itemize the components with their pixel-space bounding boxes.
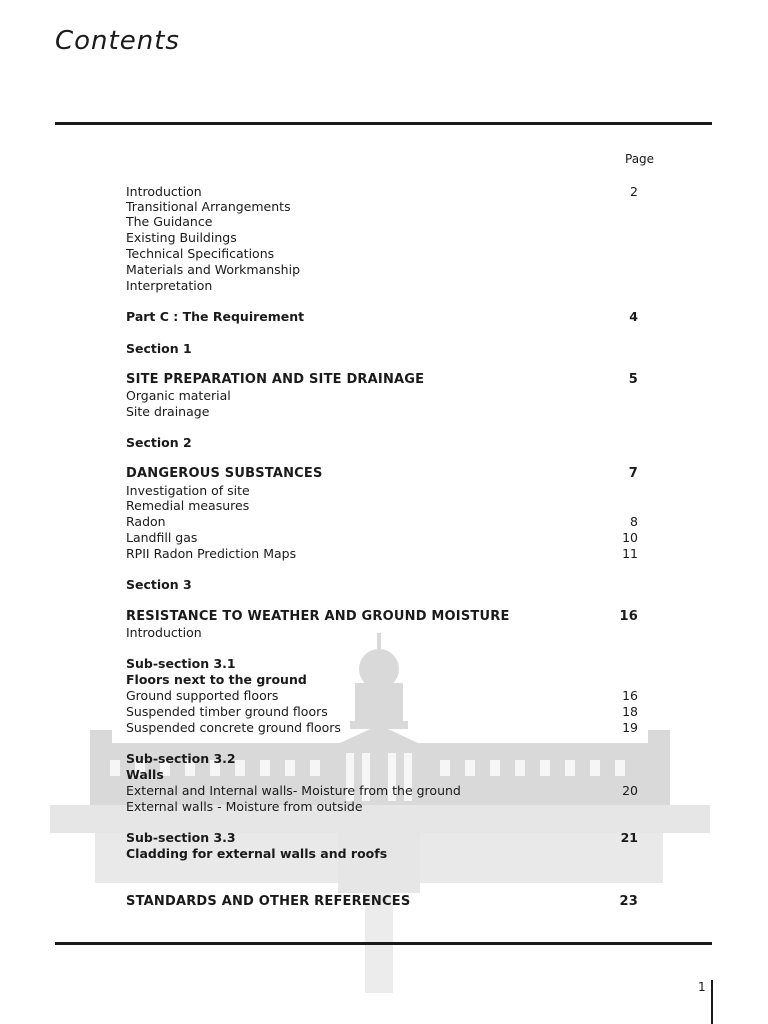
toc-entry-label: DANGEROUS SUBSTANCES [126,466,323,481]
toc-entry-page: 7 [628,466,638,481]
toc-entry [126,404,638,420]
toc-entry-label: Walls [126,767,164,782]
toc-entry-label: Sub-section 3.1 [126,656,236,671]
toc-entry [126,625,638,641]
toc-entry-page: 18 [622,704,638,719]
toc-entry-label: Suspended timber ground floors [126,704,328,719]
toc-entry-label: RESISTANCE TO WEATHER AND GROUND MOISTURE [126,609,510,624]
top-rule [55,122,712,125]
toc-entry [126,483,638,499]
toc-entry [126,894,638,910]
toc-entry-page: 16 [619,609,638,624]
toc-entry [126,799,638,815]
toc-entry [126,672,638,688]
toc-entry-page: 20 [622,783,638,798]
toc-entry [126,246,638,262]
toc-entry-page: 2 [630,184,638,199]
toc-entry-page: 10 [622,530,638,545]
toc-entry [126,767,638,783]
toc-entry-label: Site drainage [126,404,210,419]
toc-entry [126,720,638,736]
toc-entry [126,530,638,546]
page-number: 1 [698,980,706,994]
page-column-header: Page [625,152,655,166]
toc-entry [126,435,638,451]
toc-entry-label: Introduction [126,184,202,199]
toc-entry [126,704,638,720]
toc-entry-label: Organic material [126,388,231,403]
toc-entry [126,341,638,357]
page-title: Contents [55,26,180,56]
toc-entry [126,830,638,846]
toc-entry-label: External and Internal walls- Moisture from the ground [126,783,461,798]
toc-entry-label: Section 2 [126,435,192,450]
toc-entry [126,278,638,294]
toc-entry-label: Materials and Workmanship [126,262,301,277]
toc-entry-label: RPII Radon Prediction Maps [126,546,297,561]
toc-entry-label: Sub-section 3.3 [126,830,236,845]
toc-entry-label: SITE PREPARATION AND SITE DRAINAGE [126,372,425,387]
toc-entry-page: 11 [622,546,638,561]
toc-entry [126,466,638,482]
toc-entry-label: Remedial measures [126,498,250,513]
toc-entry-label: Introduction [126,625,202,640]
toc-entry-label: Investigation of site [126,483,250,498]
toc-entry [126,546,638,562]
bottom-rule [55,942,712,945]
toc-entry-label: Transitional Arrangements [126,199,291,214]
toc-entry-page: 5 [628,372,638,387]
toc-entry-page: 23 [619,894,638,909]
toc-entry [126,214,638,230]
toc-entry [126,372,638,388]
toc-entry [126,783,638,799]
toc-entry-label: Ground supported floors [126,688,279,703]
toc-entry-label: Part C : The Requirement [126,309,305,324]
toc-entry [126,309,638,325]
toc-entry-label: Radon [126,514,166,529]
toc-entry [126,577,638,593]
toc-entry-label: External walls - Moisture from outside [126,799,363,814]
folio-bar [711,980,713,1024]
toc-entry [126,688,638,704]
toc-entry [126,751,638,767]
toc-entry [126,656,638,672]
toc-entry [126,262,638,278]
toc-entry-label: Section 3 [126,577,192,592]
toc-entry-label: Landfill gas [126,530,198,545]
toc-entry [126,184,638,200]
toc-entry-label: Cladding for external walls and roofs [126,846,388,861]
toc-entry [126,230,638,246]
toc-entry [126,514,638,530]
toc-entry-label: The Guidance [126,214,213,229]
toc-entry [126,388,638,404]
toc-entry-label: Existing Buildings [126,230,237,245]
toc-entry-label: Floors next to the ground [126,672,307,687]
toc-entry-page: 16 [622,688,638,703]
toc-entry-page: 21 [620,830,638,845]
toc-entry-page: 8 [630,514,638,529]
toc-entry-label: Interpretation [126,278,213,293]
toc-entry-page: 4 [629,309,638,324]
toc-entry-label: Sub-section 3.2 [126,751,236,766]
toc-entry-label: Suspended concrete ground floors [126,720,341,735]
toc-entry-label: STANDARDS AND OTHER REFERENCES [126,894,411,909]
toc-entry [126,846,638,862]
toc-entry [126,199,638,215]
toc-entry [126,498,638,514]
toc-entry-page: 19 [622,720,638,735]
toc-entry [126,609,638,625]
toc-entry-label: Section 1 [126,341,192,356]
toc-entry-label: Technical Specifications [126,246,275,261]
